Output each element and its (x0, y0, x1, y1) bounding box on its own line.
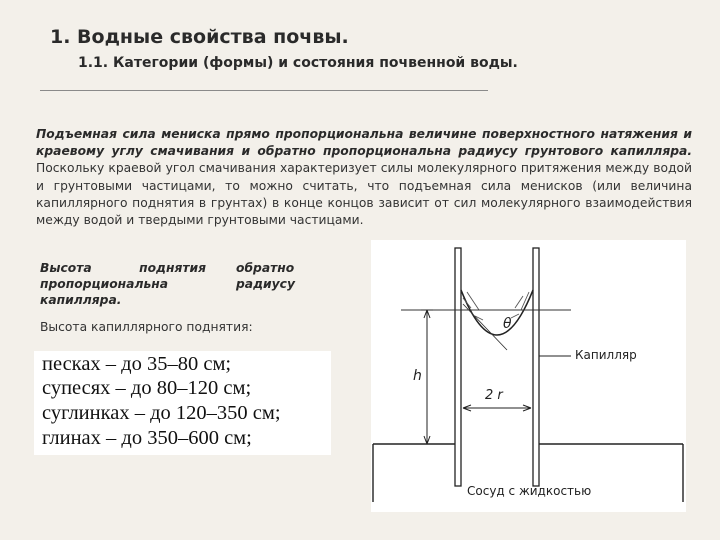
h-label: h (413, 368, 422, 384)
capillary-figure (371, 240, 686, 512)
body-paragraph (36, 126, 692, 229)
theta-label: θ (503, 316, 512, 332)
capillary-label: Капилляр (575, 348, 637, 362)
note-left-line-2: пропорциональна (40, 277, 169, 291)
tube-wall-right (533, 248, 539, 486)
note-right (236, 260, 316, 292)
height-caption: Высота капиллярного поднятия: (40, 320, 253, 334)
heights-row-sand: песках – до 35–80 см; (42, 353, 232, 375)
height-dimension (421, 310, 433, 444)
note-left-line-3: капилляра. (40, 293, 122, 307)
radius-label: 2 r (485, 388, 503, 403)
page-heading: 1. Водные свойства почвы. (50, 26, 349, 48)
contact-angle-line (463, 304, 507, 350)
heights-row-sandy-loam: супесях – до 80–120 см; (42, 377, 252, 399)
paragraph-emphasis: Подъемная сила мениска прямо пропорциональна величине поверхностного натяжения и краевому углу смачивания и обратно пропорциональна радиусу грунтового капилляра. (36, 127, 692, 159)
heights-row-loam: суглинках – до 120–350 см; (42, 402, 281, 424)
note-right-line-2: радиусу (236, 277, 295, 291)
heights-table (34, 351, 331, 455)
note-right-line-1: обратно (236, 261, 295, 275)
divider-line (40, 90, 488, 91)
note-left-line-1: Высота поднятия (40, 261, 206, 275)
paragraph-text: Поскольку краевой угол смачивания характеризует силы молекулярного притяжения между водой и грунтовыми частицами, то можно считать, что подъемная сила менисков (или величина капиллярного поднятия в грунтах) в конце концов зависит от сил молекулярного взаимодействия между водой и твердыми грунтовыми частицами. (36, 161, 692, 228)
heights-row-clay: глинах – до 350–600 см; (42, 427, 252, 449)
vessel-label: Сосуд с жидкостью (467, 484, 592, 498)
page-subheading: 1.1. Категории (формы) и состояния почвенной воды. (78, 55, 518, 71)
note-left (40, 260, 206, 308)
tube-wall-left (455, 248, 461, 486)
